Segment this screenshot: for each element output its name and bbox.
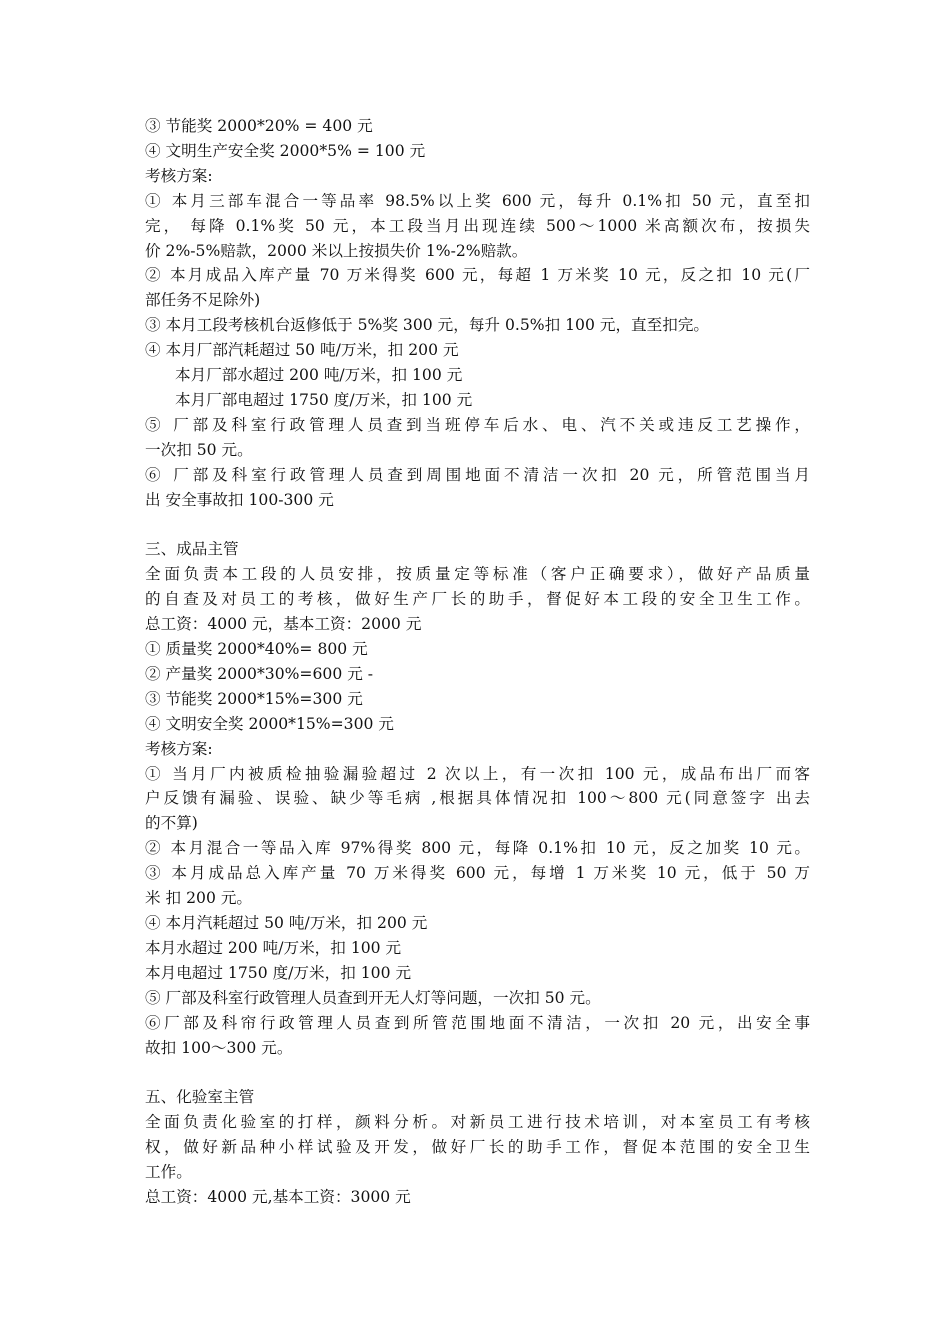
plan-line: ② 本月混合一等品入库 97%得奖 800 元，每降 0.1%扣 10 元，反之加奖 10 元。 bbox=[145, 839, 810, 858]
assessment-plan-label: 考核方案: bbox=[145, 739, 213, 758]
paragraph-gap bbox=[145, 513, 810, 538]
plan-line: 本月厂部水超过 200 吨/万米，扣 100 元 bbox=[175, 366, 463, 385]
plan-line: ② 本月成品入库产量 70 万米得奖 600 元，每超 1 万米奖 10 元，反之扣 10 元(厂 bbox=[145, 266, 810, 285]
bonus-item: ③ 节能奖 2000*15%=300 元 bbox=[145, 689, 363, 708]
description-line: 权，做好新品种小样试验及开发，做好厂长的助手工作，督促本范围的安全卫生 bbox=[145, 1138, 810, 1157]
bonus-item: ② 产量奖 2000*30%=600 元 - bbox=[145, 664, 374, 683]
plan-line: 完， 每降 0.1%奖 50 元，本工段当月出现连续 500～1000 米高额次布，按损失 bbox=[145, 216, 810, 235]
plan-line: ③ 本月工段考核机台返修低于 5%奖 300 元，每升 0.5%扣 100 元，直至扣完。 bbox=[145, 316, 710, 335]
plan-line: 故扣 100～300 元。 bbox=[145, 1038, 293, 1057]
section3-description bbox=[145, 562, 810, 612]
description-line: 全面负责化验室的打样，颜料分析。对新员工进行技术培训，对本室员工有考核 bbox=[145, 1113, 810, 1132]
salary-line: 总工资：4000 元,基本工资：3000 元 bbox=[145, 1187, 411, 1206]
bonus-item: ④ 文明生产安全奖 2000*5% = 100 元 bbox=[145, 141, 426, 160]
plan-line: ⑤ 厂部及科室行政管理人员查到开无人灯等问题，一次扣 50 元。 bbox=[145, 988, 601, 1007]
plan-line: 本月电超过 1750 度/万米，扣 100 元 bbox=[145, 963, 412, 982]
plan-line: ④ 本月厂部汽耗超过 50 吨/万米，扣 200 元 bbox=[145, 341, 459, 360]
plan-line: ⑤ 厂部及科室行政管理人员查到当班停车后水、电、汽不关或违反工艺操作， bbox=[145, 415, 810, 434]
plan-line: 米 扣 200 元。 bbox=[145, 889, 253, 908]
plan-line: ① 本月三部车混合一等品率 98.5%以上奖 600 元，每升 0.1%扣 50 元，直至扣 bbox=[145, 191, 810, 210]
plan-line: 一次扣 50 元。 bbox=[145, 440, 253, 459]
section3-assessment-plan bbox=[145, 762, 810, 1061]
plan-line: 价 2%-5%赔款，2000 米以上按损失价 1%-2%赔款。 bbox=[145, 241, 528, 260]
plan-line: ① 当月厂内被质检抽验漏验超过 2 次以上，有一次扣 100 元，成品布出厂而客 bbox=[145, 764, 810, 783]
section-heading-lab: 五、化验室主管 bbox=[145, 1088, 255, 1107]
plan-line: ③ 本月成品总入库产量 70 万米得奖 600 元，每增 1 万米奖 10 元，低于 50 万 bbox=[145, 864, 810, 883]
plan-line: ⑥厂部及科帘行政管理人员查到所管范围地面不清洁，一次扣 20 元，出安全事 bbox=[145, 1013, 810, 1032]
plan-line: 本月厂部电超过 1750 度/万米，扣 100 元 bbox=[175, 390, 473, 409]
plan-line: 户反馈有漏验、误验、缺少等毛病 ,根据具体情况扣 100～800 元(同意签字 出去 bbox=[145, 789, 810, 808]
section-heading-finished-goods: 三、成品主管 bbox=[145, 540, 239, 559]
plan-line: ⑥ 厂部及科室行政管理人员查到周围地面不清洁一次扣 20 元，所管范围当月 bbox=[145, 465, 810, 484]
plan-line: 部任务不足除外) bbox=[145, 291, 261, 310]
section2-bonus-list bbox=[145, 114, 810, 164]
document-page bbox=[145, 114, 810, 1210]
plan-line: 本月水超过 200 吨/万米，扣 100 元 bbox=[145, 938, 402, 957]
description-line: 全面负责本工段的人员安排，按质量定等标准（客户正确要求），做好产品质量 bbox=[145, 565, 810, 584]
paragraph-gap bbox=[145, 1060, 810, 1085]
section2-assessment-plan bbox=[145, 189, 810, 513]
salary-line: 总工资：4000 元，基本工资：2000 元 bbox=[145, 615, 422, 634]
section5-description bbox=[145, 1110, 810, 1185]
bonus-item: ① 质量奖 2000*40%= 800 元 bbox=[145, 640, 368, 659]
bonus-item: ③ 节能奖 2000*20% = 400 元 bbox=[145, 117, 373, 135]
plan-line: 出 安全事故扣 100-300 元 bbox=[145, 490, 334, 509]
bonus-item: ④ 文明安全奖 2000*15%=300 元 bbox=[145, 714, 394, 733]
description-line: 工作。 bbox=[145, 1163, 192, 1182]
section3-bonus-list bbox=[145, 637, 810, 737]
plan-line: 的不算) bbox=[145, 814, 198, 833]
assessment-plan-label: 考核方案: bbox=[145, 166, 213, 185]
plan-line: ④ 本月汽耗超过 50 吨/万米，扣 200 元 bbox=[145, 913, 428, 932]
description-line: 的自查及对员工的考核，做好生产厂长的助手，督促好本工段的安全卫生工作。 bbox=[145, 590, 810, 609]
